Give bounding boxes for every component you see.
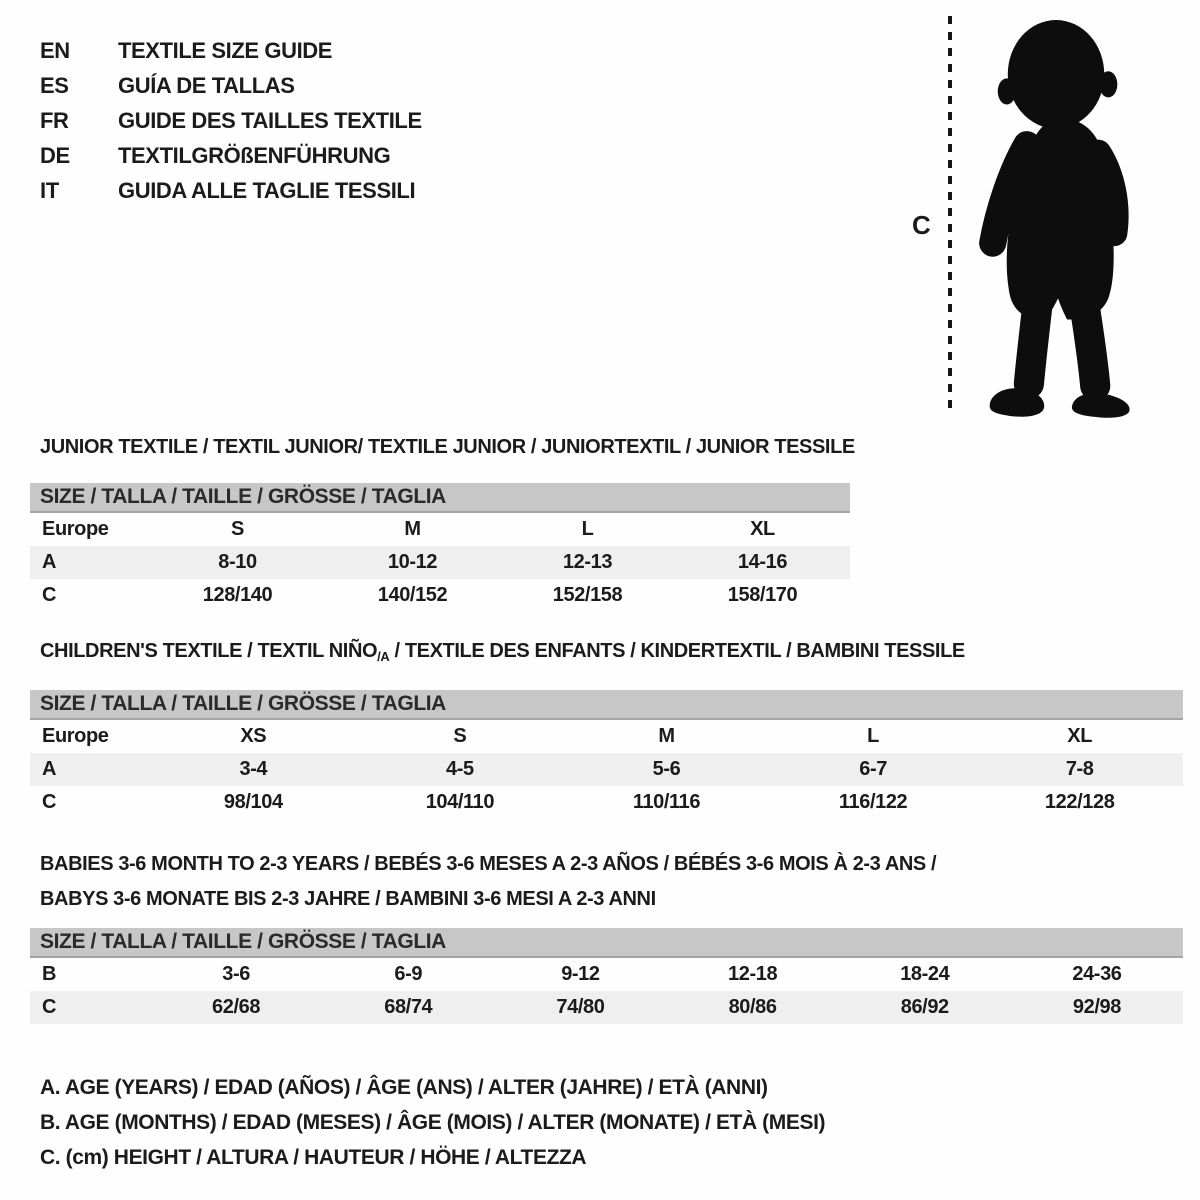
height-cell: 158/170 — [727, 584, 798, 606]
language-title: TEXTILE SIZE GUIDE — [118, 37, 333, 63]
row-label: Europe — [42, 518, 109, 540]
row-label: C — [42, 584, 57, 606]
row-label: C — [42, 996, 57, 1018]
age-cell: 3-4 — [239, 758, 268, 780]
babies-size-table — [30, 928, 1183, 1024]
junior-table-title: JUNIOR TEXTILE / TEXTIL JUNIOR/ TEXTILE JUNIOR / JUNIORTEXTIL / JUNIOR TESSILE — [40, 436, 855, 458]
size-cell: XL — [750, 518, 775, 540]
language-code: IT — [40, 177, 59, 203]
height-cell: 110/116 — [632, 791, 701, 813]
height-cell: 68/74 — [384, 996, 433, 1018]
size-cell: S — [453, 725, 467, 747]
table-row-height — [30, 786, 1183, 819]
size-cell: XL — [1067, 725, 1093, 747]
language-title: GUÍA DE TALLAS — [118, 72, 295, 98]
size-header-bar: SIZE / TALLA / TAILLE / GRÖSSE / TAGLIA — [30, 928, 1183, 958]
size-cell: L — [581, 518, 594, 540]
language-row-de — [40, 138, 422, 173]
size-header-bar: SIZE / TALLA / TAILLE / GRÖSSE / TAGLIA — [30, 483, 850, 513]
height-cell: 104/110 — [425, 791, 495, 813]
language-row-it — [40, 173, 422, 208]
age-cell: 12-13 — [562, 551, 613, 573]
row-label: C — [42, 791, 57, 813]
size-cell: L — [867, 725, 879, 747]
legend-line-a: A. AGE (YEARS) / EDAD (AÑOS) / ÂGE (ANS) / ALTER (JAHRE) / ETÀ (ANNI) — [40, 1076, 768, 1099]
table-row-age — [30, 753, 1183, 786]
junior-size-table — [30, 483, 850, 612]
age-cell: 6-7 — [859, 758, 887, 780]
legend-line-c: C. (cm) HEIGHT / ALTURA / HAUTEUR / HÖHE / ALTEZZA — [40, 1146, 587, 1169]
language-code: DE — [40, 142, 70, 168]
children-table-title — [40, 640, 965, 663]
height-cell: 74/80 — [556, 996, 605, 1018]
age-cell: 14-16 — [737, 551, 788, 573]
age-cell: 5-6 — [652, 758, 681, 780]
table-row-europe — [30, 513, 850, 546]
height-cell: 140/152 — [377, 584, 448, 606]
language-row-fr — [40, 103, 422, 138]
height-cell: 116/122 — [838, 791, 908, 813]
age-cell: 8-10 — [218, 551, 257, 573]
row-label: A — [42, 551, 57, 573]
language-row-es — [40, 68, 422, 103]
height-cell: 122/128 — [1044, 791, 1115, 813]
children-title-sub: /A — [377, 649, 390, 664]
months-cell: 3-6 — [222, 963, 250, 985]
height-cell: 152/158 — [552, 584, 623, 606]
table-row-months — [30, 958, 1183, 991]
size-cell: XS — [240, 725, 267, 747]
height-measure-dashed-line — [948, 16, 952, 414]
children-size-table — [30, 690, 1183, 819]
language-code: ES — [40, 72, 69, 98]
language-title: TEXTILGRÖßENFÜHRUNG — [118, 142, 391, 168]
months-cell: 6-9 — [394, 963, 423, 985]
size-cell: S — [231, 518, 244, 540]
size-cell: M — [658, 725, 675, 747]
height-measure-label: C — [912, 210, 931, 240]
height-cell: 62/68 — [212, 996, 261, 1018]
table-row-age — [30, 546, 850, 579]
language-code: EN — [40, 37, 70, 63]
language-row-en — [40, 33, 422, 68]
months-cell: 24-36 — [1072, 963, 1122, 985]
height-cell: 86/92 — [900, 996, 949, 1018]
toddler-silhouette-icon — [963, 12, 1140, 419]
months-cell: 12-18 — [728, 963, 778, 985]
age-cell: 7-8 — [1065, 758, 1094, 780]
language-title-list — [40, 33, 422, 208]
height-cell: 80/86 — [728, 996, 777, 1018]
row-label: A — [42, 758, 57, 780]
language-title: GUIDE DES TAILLES TEXTILE — [118, 107, 422, 133]
babies-table-title-line2: BABYS 3-6 MONATE BIS 2-3 JAHRE / BAMBINI 3-6 MESI A 2-3 ANNI — [40, 888, 656, 910]
months-cell: 18-24 — [900, 963, 950, 985]
language-title: GUIDA ALLE TAGLIE TESSILI — [118, 177, 416, 203]
children-title-part1: CHILDREN'S TEXTILE / TEXTIL NIÑO — [40, 640, 378, 662]
table-row-height — [30, 991, 1183, 1024]
age-cell: 10-12 — [387, 551, 438, 573]
height-cell: 128/140 — [202, 584, 273, 606]
age-cell: 4-5 — [446, 758, 474, 780]
height-cell: 92/98 — [1072, 996, 1121, 1018]
row-label: Europe — [42, 725, 109, 747]
table-row-height — [30, 579, 850, 612]
language-code: FR — [40, 107, 69, 133]
months-cell: 9-12 — [561, 963, 600, 985]
row-label: B — [42, 963, 57, 985]
size-header-bar: SIZE / TALLA / TAILLE / GRÖSSE / TAGLIA — [30, 690, 1183, 720]
height-cell: 98/104 — [223, 791, 283, 813]
babies-table-title-line1: BABIES 3-6 MONTH TO 2-3 YEARS / BEBÉS 3-6 MESES A 2-3 AÑOS / BÉBÉS 3-6 MOIS À 2-3 ANS / — [40, 853, 937, 875]
table-row-europe — [30, 720, 1183, 753]
size-cell: M — [404, 518, 421, 540]
children-title-part2: / TEXTILE DES ENFANTS / KINDERTEXTIL / BAMBINI TESSILE — [389, 640, 965, 662]
legend-line-b: B. AGE (MONTHS) / EDAD (MESES) / ÂGE (MOIS) / ALTER (MONATE) / ETÀ (MESI) — [40, 1111, 826, 1134]
